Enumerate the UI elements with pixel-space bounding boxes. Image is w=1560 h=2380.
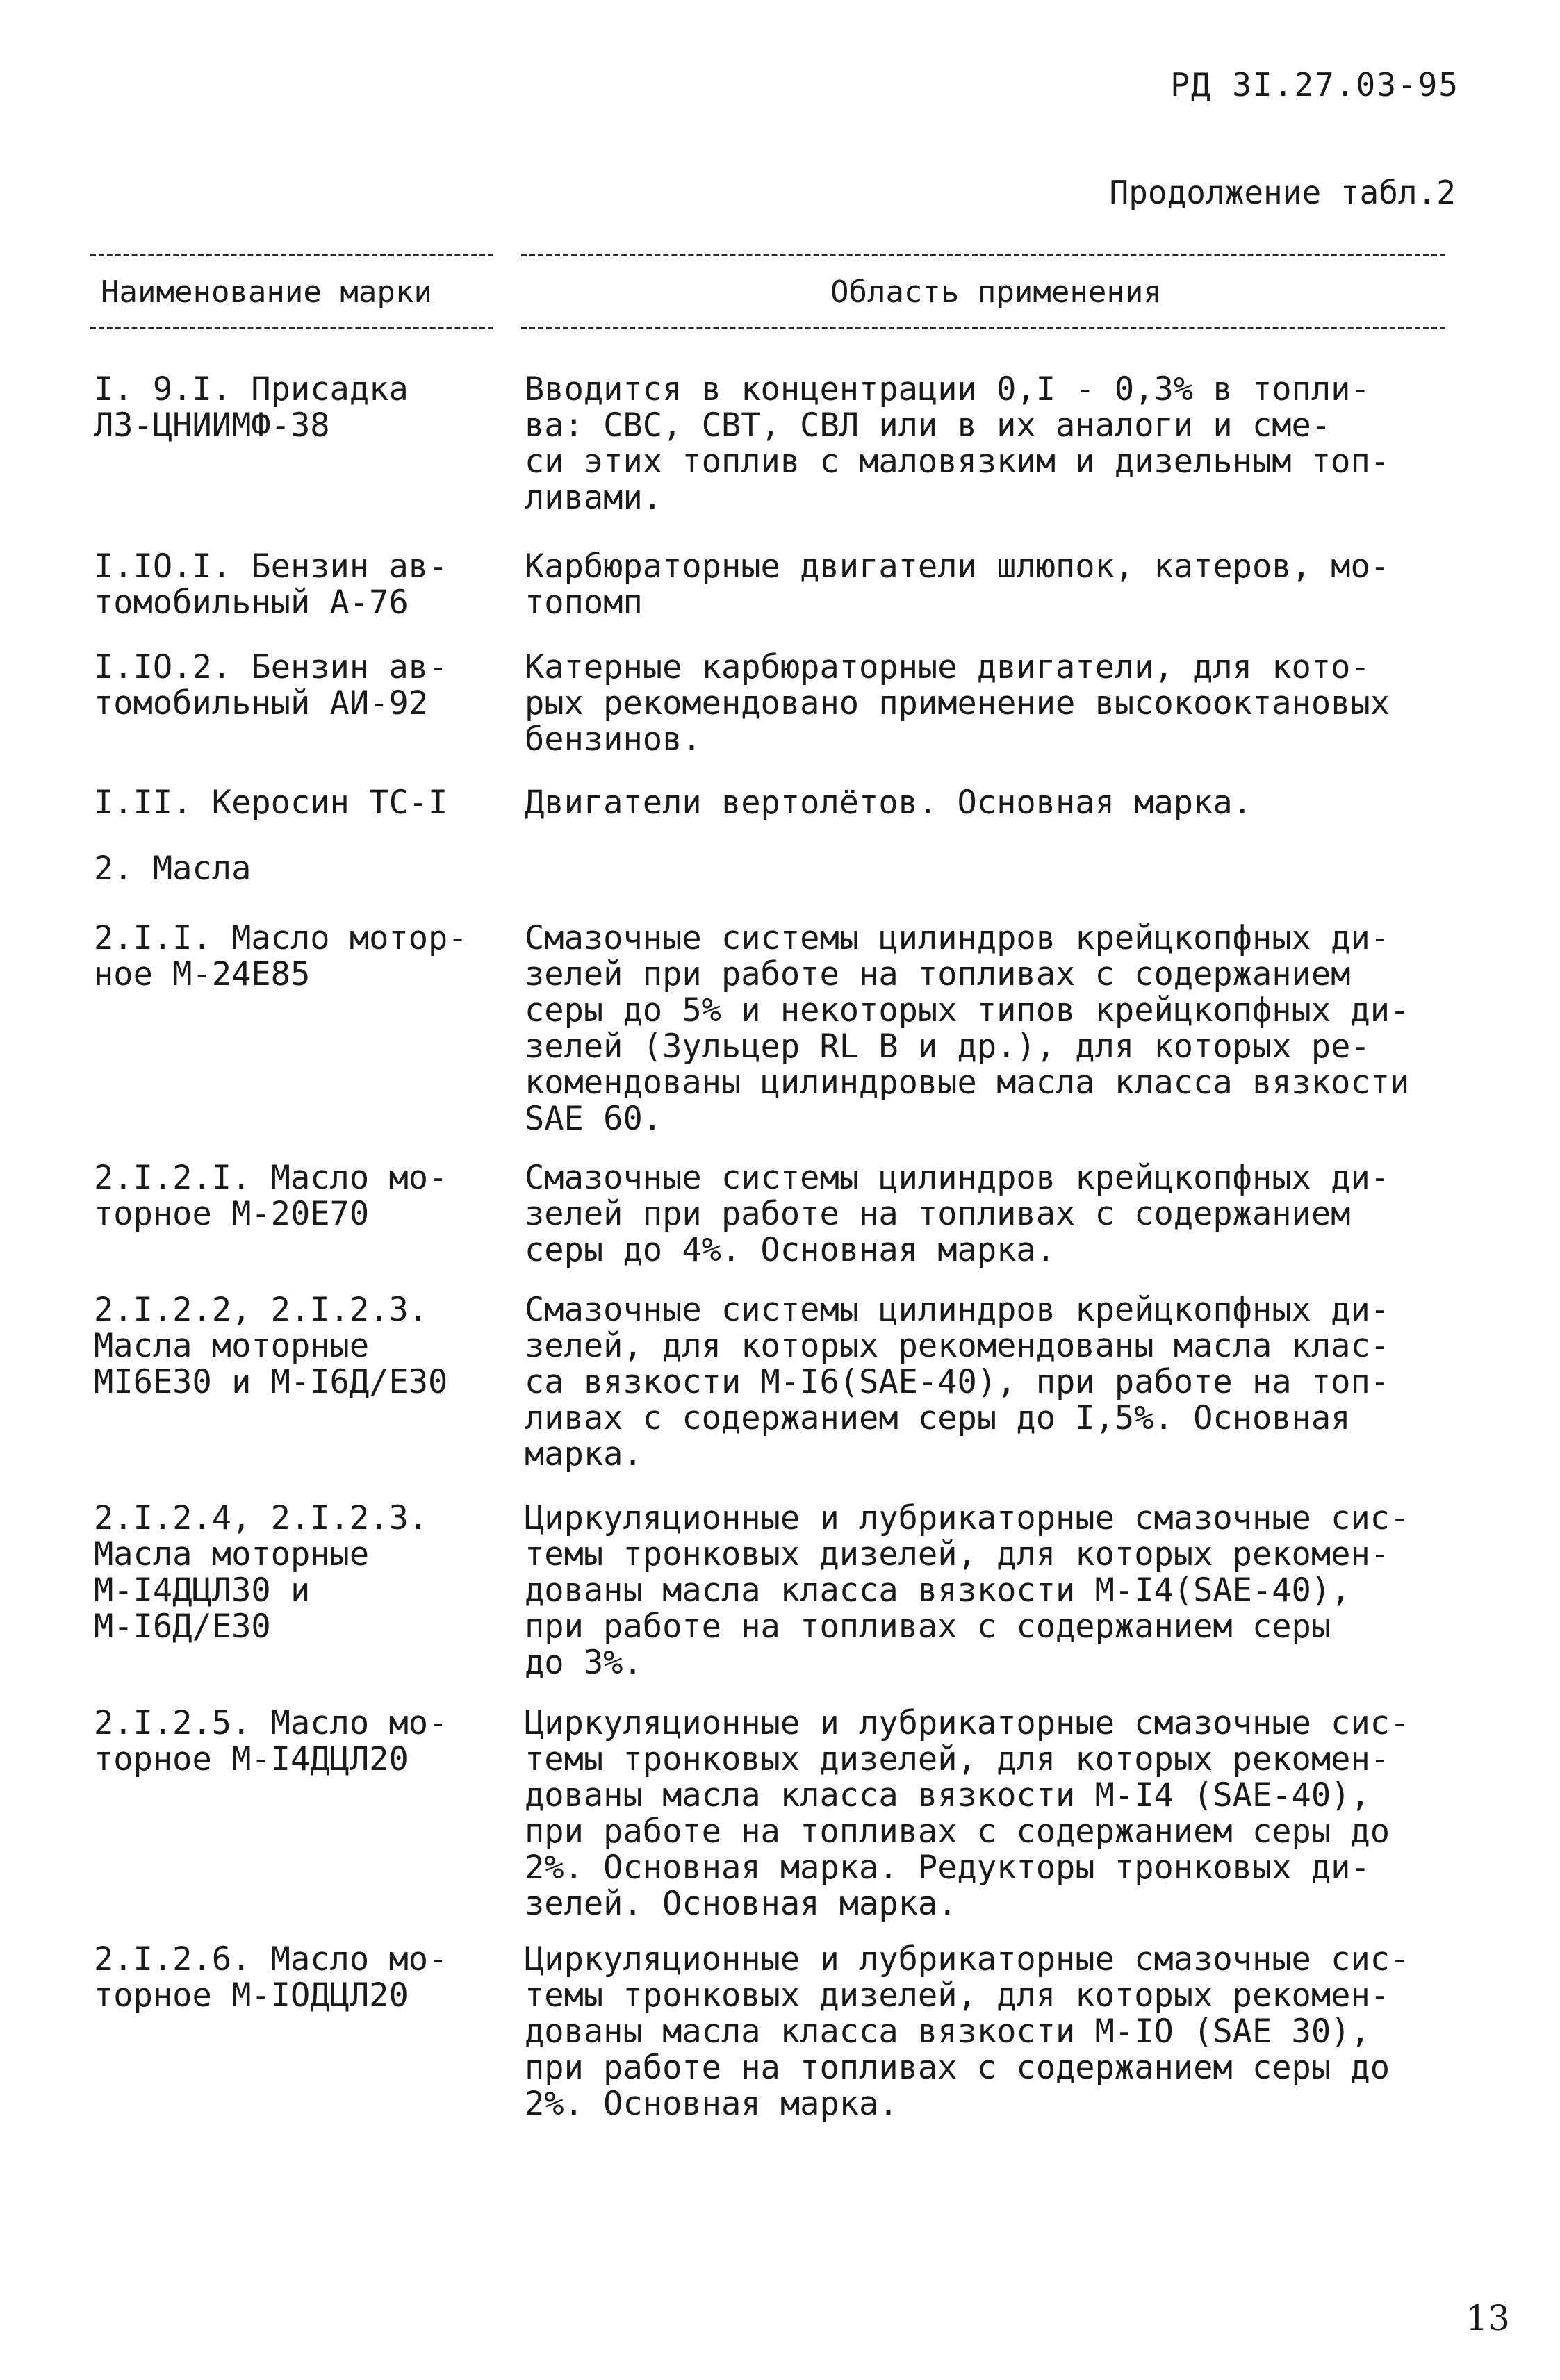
- row-area: Смазочные системы цилиндров крейцкопфных ди- зелей при работе на топливах с содержанием серы до 5% и некоторых типов крейцкопфных ди- зелей (Зульцер RL B и др.), для которых ре- комендованы цилиндровые масла класса вязкости SAE 60.: [525, 919, 1410, 1138]
- header-rule-bottom-left: [90, 327, 493, 329]
- row-name: 2.I.2.4, 2.I.2.3. Масла моторные М-I4ДЦЛ30 и М-I6Д/Е30: [94, 1499, 429, 1646]
- header-rule-top-right: [521, 254, 1445, 256]
- row-area: Циркуляционные и лубрикаторные смазочные сис- темы тронковых дизелей, для которых рекомен- дованы масла класса вязкости М-I4 (SAE-40), при работе на топливах с содержанием серы до 2%. Основная марка. Редукторы тронковых ди- зелей. Основная марка.: [525, 1704, 1410, 1923]
- row-name: 2.I.2.6. Масло мо- торное М-IОДЦЛ20: [94, 1940, 448, 2015]
- row-name: 2.I.2.I. Масло мо- торное М-20Е70: [94, 1159, 448, 1233]
- row-name: 2.I.2.5. Масло мо- торное М-I4ДЦЛ20: [94, 1704, 448, 1778]
- row-name: 2.I.I. Масло мотор- ное М-24Е85: [94, 919, 468, 993]
- document-code: РД 3I.27.03-95: [1170, 66, 1459, 104]
- column-header-name: Наименование марки: [101, 274, 432, 310]
- page-number: 13: [1465, 2298, 1510, 2338]
- header-rule-bottom-right: [521, 327, 1445, 329]
- row-area: Смазочные системы цилиндров крейцкопфных ди- зелей при работе на топливах с содержанием серы до 4%. Основная марка.: [525, 1159, 1390, 1269]
- row-area: Смазочные системы цилиндров крейцкопфных ди- зелей, для которых рекомендованы масла клас- са вязкости М-I6(SAE-40), при работе на топ- ливах с содержанием серы до I,5%. Основная марка.: [525, 1291, 1390, 1473]
- section-heading: 2. Масла: [94, 850, 252, 888]
- row-area: Катерные карбюраторные двигатели, для кото- рых рекомендовано применение высокооктановых бензинов.: [525, 648, 1390, 759]
- row-name: I.II. Керосин ТС-I: [94, 784, 448, 822]
- row-name: I. 9.I. Присадка ЛЗ-ЦНИИМФ-38: [94, 370, 409, 445]
- table-continuation-label: Продолжение табл.2: [1109, 174, 1456, 211]
- row-area: Карбюраторные двигатели шлюпок, катеров, мо- топомп: [525, 547, 1390, 622]
- row-area: Циркуляционные и лубрикаторные смазочные сис- темы тронковых дизелей, для которых рекомен- дованы масла класса вязкости М-IО (SAE 30), при работе на топливах с содержанием серы до 2%. Основная марка.: [525, 1940, 1410, 2123]
- row-name: I.IO.2. Бензин ав- томобильный АИ-92: [94, 648, 448, 722]
- column-header-area: Область применения: [830, 274, 1162, 310]
- row-name: I.IO.I. Бензин ав- томобильный А-76: [94, 547, 448, 622]
- row-area: Двигатели вертолётов. Основная марка.: [525, 784, 1252, 822]
- row-area: Вводится в концентрации 0,I - 0,3% в топли- ва: СВС, СВТ, СВЛ или в их аналоги и сме- си этих топлив с маловязким и дизельным топ- ливами.: [525, 370, 1390, 517]
- row-area: Циркуляционные и лубрикаторные смазочные сис- темы тронковых дизелей, для которых рекомен- дованы масла класса вязкости М-I4(SAE-40), при работе на топливах с содержанием серы до 3%.: [525, 1499, 1410, 1682]
- header-rule-top-left: [90, 254, 493, 256]
- row-name: 2.I.2.2, 2.I.2.3. Масла моторные МI6Е30 и М-I6Д/Е30: [94, 1291, 448, 1401]
